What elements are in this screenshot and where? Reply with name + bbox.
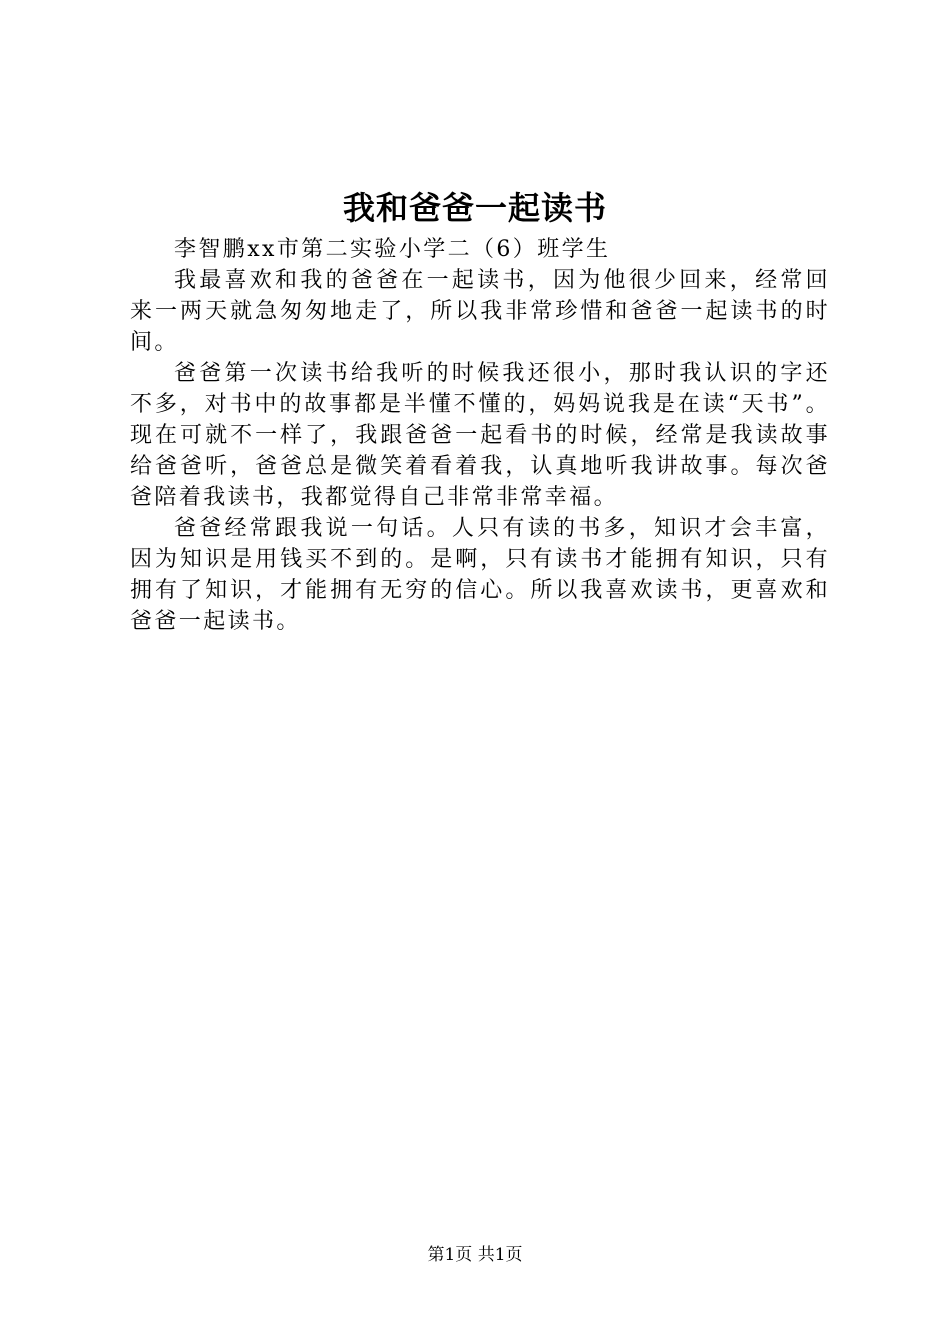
paragraph-3: 爸爸经常跟我说一句话。人只有读的书多，知识才会丰富，因为知识是用钱买不到的。是啊，只有读书才能拥有知识，只有拥有了知识，才能拥有无穷的信心。所以我喜欢读书，更喜欢和爸爸一起读书。 <box>130 516 830 634</box>
page-footer: 第1页 共1页 <box>427 1245 523 1265</box>
document-body <box>130 234 830 637</box>
byline: 李智鹏xx市第二实验小学二（6）班学生 <box>174 237 611 262</box>
paragraph-1: 我最喜欢和我的爸爸在一起读书，因为他很少回来，经常回来一两天就急匆匆地走了，所以我非常珍惜和爸爸一起读书的时间。 <box>130 268 830 355</box>
document-title: 我和爸爸一起读书 <box>342 189 607 227</box>
paragraph-2: 爸爸第一次读书给我听的时候我还很小，那时我认识的字还不多，对书中的故事都是半懂不懂的，妈妈说我是在读“天书”。现在可就不一样了，我跟爸爸一起看书的时候，经常是我读故事给爸爸听，爸爸总是微笑着看着我，认真地听我讲故事。每次爸爸陪着我读书，我都觉得自己非常非常幸福。 <box>130 361 830 510</box>
